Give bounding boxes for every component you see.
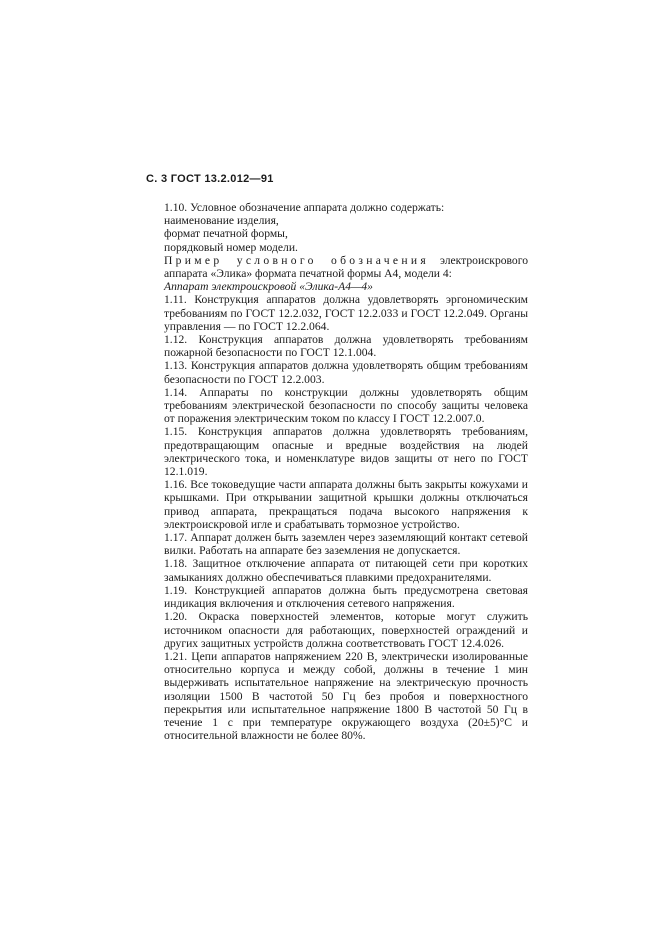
list-item-name: наименование изделия, [164, 214, 279, 228]
paragraph-1-13: 1.13. Конструкция аппаратов должна удовлетворять общим требованиям безопасности по ГОСТ 12.2.003. [164, 359, 528, 386]
paragraph-1-10: 1.10. Условное обозначение аппарата должно содержать: [164, 201, 445, 214]
document-body [164, 201, 528, 742]
paragraph-1-21: 1.21. Цепи аппаратов напряжением 220 В, электрически изолированные относительно корпуса и между собой, должны в течение 1 мин выдерживать испытательное напряжение на электрическую прочность изоляции 1500 В частотой 50 Гц без пробоя и поверхностного перекрытия или испытательное напряжение 1800 В частотой 50 Гц в течение 1 с при температуре окружающего воздуха (20±5)°С и относительной влажности не более 80%. [164, 649, 528, 743]
example-paragraph [164, 254, 528, 280]
paragraph-1-19: 1.19. Конструкцией аппаратов должна быть предусмотрена световая индикация включения и отключения сетевого напряжения. [164, 583, 528, 611]
paragraph-1-11: 1.11. Конструкция аппаратов должна удовлетворять эргономическим требованиям по ГОСТ 12.2.032, ГОСТ 12.2.033 и ГОСТ 12.2.049. Органы управления — по ГОСТ 12.2.064. [164, 293, 528, 333]
example-text: электроискрового аппарата «Элика» формата печатной формы А4, модели 4: [164, 253, 528, 281]
example-heading: Пример условного обозначения [164, 253, 429, 267]
paragraph-1-15: 1.15. Конструкция аппаратов должна удовлетворять требованиям, предотвращающим опасные и вредные воздействия на людей электрического тока, и номенклатуре видов защиты от него по ГОСТ 12.1.019. [164, 425, 528, 479]
page-header: С. 3 ГОСТ 13.2.012—91 [146, 173, 274, 185]
paragraph-1-16: 1.16. Все токоведущие части аппарата должны быть закрыты кожухами и крышками. При открывании защитной крышки должны отключаться привод аппарата, прекращаться подача высокого напряжения к электроискровой игле и срабатывать тормозное устройство. [164, 478, 528, 531]
paragraph-1-17: 1.17. Аппарат должен быть заземлен через заземляющий контакт сетевой вилки. Работать на аппарате без заземления не допускается. [164, 531, 528, 558]
paragraph-1-20: 1.20. Окраска поверхностей элементов, которые могут служить источником опасности для работающих, поверхностей ограждений и других защитных устройств должна соответствовать ГОСТ 12.4.026. [164, 610, 528, 650]
example-designation: Аппарат электроискровой «Элика-А4—4» [164, 280, 373, 294]
paragraph-1-12: 1.12. Конструкция аппаратов должна удовлетворять требованиям пожарной безопасности по ГОСТ 12.1.004. [164, 333, 528, 360]
paragraph-1-14: 1.14. Аппараты по конструкции должны удовлетворять общим требованиям электрической безопасности по способу защиты человека от поражения электрическим током по классу I ГОСТ 12.2.007.0. [164, 385, 528, 426]
list-item-format: формат печатной формы, [164, 227, 288, 241]
list-item-model: порядковый номер модели. [164, 240, 298, 254]
paragraph-1-18: 1.18. Защитное отключение аппарата от питающей сети при коротких замыканиях должно обеспечиваться плавкими предохранителями. [164, 557, 528, 584]
